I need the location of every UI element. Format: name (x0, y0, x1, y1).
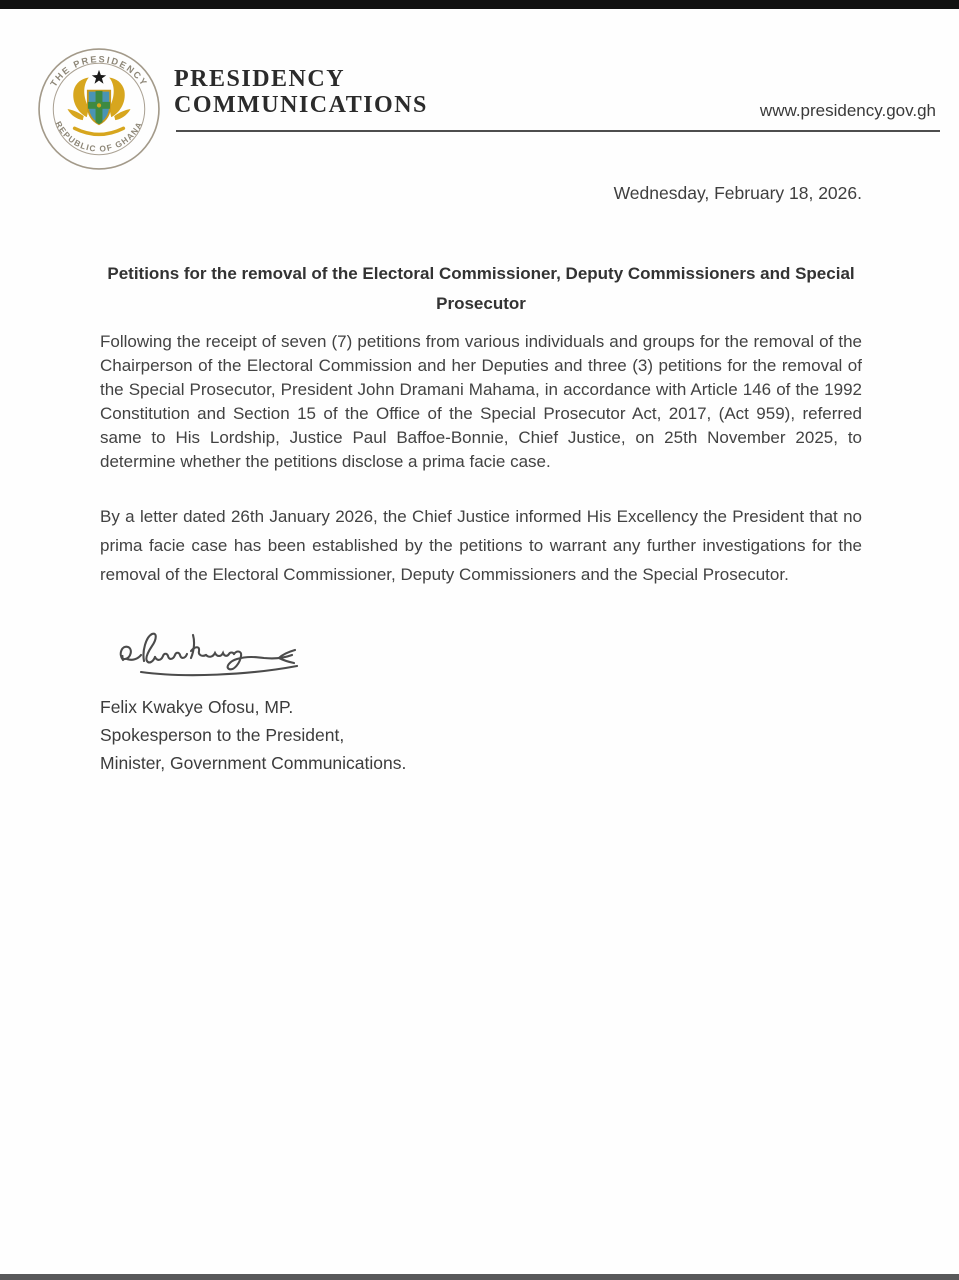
signoff-role1: Spokesperson to the President, (100, 725, 345, 745)
website-url: www.presidency.gov.gh (759, 101, 936, 120)
bottom-border (0, 1274, 959, 1280)
org-title-line1: PRESIDENCY (174, 66, 346, 92)
org-title-line2: COMMUNICATIONS (174, 92, 428, 118)
press-release-title: Petitions for the removal of the Electoral Commissioner, Deputy Commissioners and Special Prosecutor (107, 264, 855, 313)
date-line: Wednesday, February 18, 2026. (613, 183, 862, 203)
signoff-name: Felix Kwakye Ofosu, MP. (100, 697, 294, 717)
handwritten-signature (114, 623, 310, 685)
paragraph-1: Following the receipt of seven (7) petitions from various individuals and groups for the removal of the Chairperson of the Electoral Commission and her Deputies and three (3) petitions for the removal of the Special Prosecutor, President John Dramani Mahama, in accordance with Article 146 of the 1992 Constitution and Section 15 of the Office of the Special Prosecutor Act, 2017, (Act 959), referred same to His Lordship, Justice Paul Baffoe-Bonnie, Chief Justice, on 25th November 2025, to determine whether the petitions disclose a prima facie case. (100, 332, 862, 471)
seal-top-text: THE PRESIDENCY (48, 54, 150, 89)
signoff-block (100, 693, 862, 777)
letter-body (100, 0, 862, 777)
seal-bottom-text: REPUBLIC OF GHANA (53, 119, 145, 154)
paragraph-2: By a letter dated 26th January 2026, the Chief Justice informed His Excellency the President that no prima facie case has been established by the petitions to warrant any further investigations for the removal of the Electoral Commissioner, Deputy Commissioners and the Special Prosecutor. (100, 507, 862, 584)
signoff-role2: Minister, Government Communications. (100, 753, 407, 773)
